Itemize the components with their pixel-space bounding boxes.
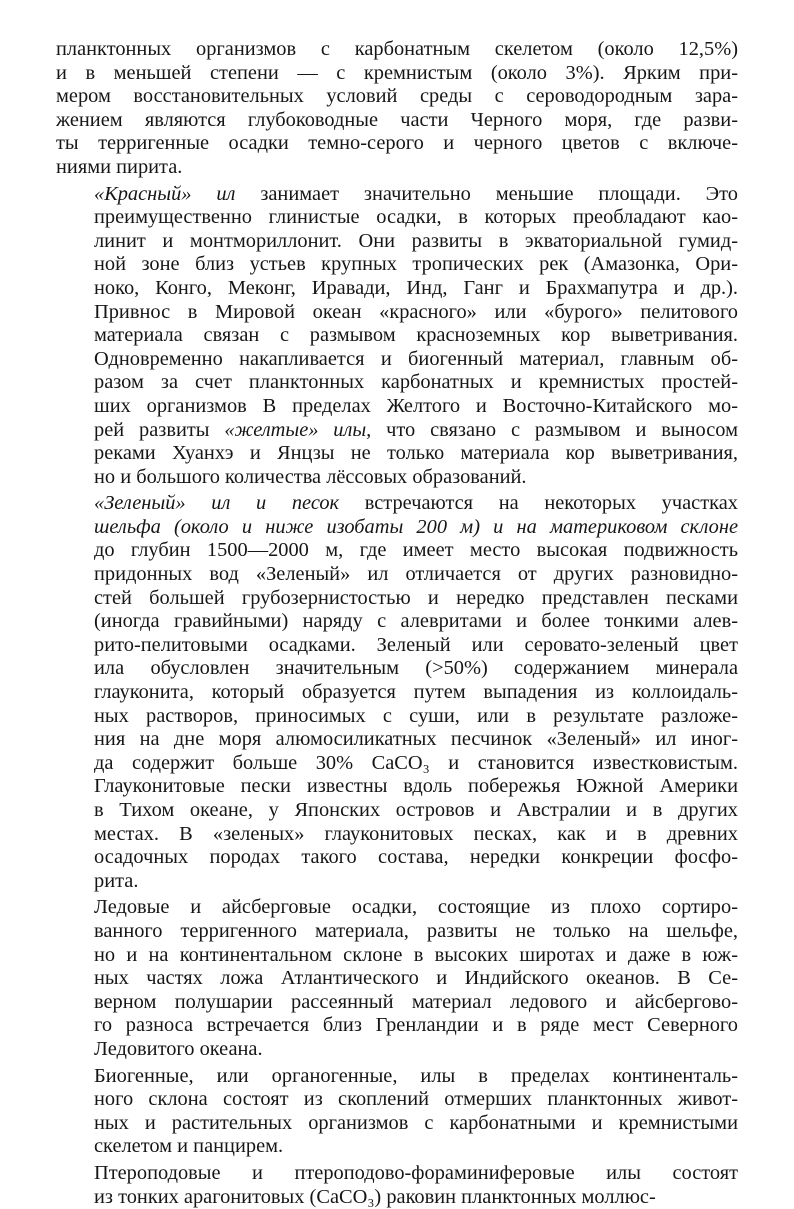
text-run: глауконита, который образуется путем выпадения из коллоидаль- (94, 681, 738, 703)
text-line (56, 371, 738, 395)
text-run: преимущественно глинистые осадки, в которых преобладают као- (94, 206, 738, 228)
text-line (56, 870, 738, 894)
paragraph (56, 183, 738, 490)
paragraph (56, 1065, 738, 1159)
italic-term: «желтые» илы, (224, 419, 371, 441)
text-run: ния на дне моря алюмосиликатных песчинок «Зеленый» ил иног- (94, 728, 738, 750)
text-line (56, 1135, 738, 1159)
text-line (56, 1014, 738, 1038)
text-run: и в меньшей степени — с кремнистым (около 3%). Ярким при- (56, 62, 738, 84)
text-run: до глубин 1500—2000 м, где имеет место высокая подвижность (94, 539, 738, 561)
text-run: ного склона состоят из скоплений отмерших планктонных живот- (94, 1088, 738, 1110)
text-line (56, 301, 738, 325)
text-run: разом за счет планктонных карбонатных и кремнистых простей- (94, 371, 738, 393)
paragraph (56, 1162, 738, 1209)
text-run: рито-пелитовыми осадками. Зеленый или серовато-зеленый цвет (94, 634, 738, 656)
text-line (56, 1065, 738, 1089)
text-line (56, 610, 738, 634)
text-line (56, 442, 738, 466)
text-run: но и большого количества лёссовых образований. (94, 466, 527, 488)
text-run: ноко, Конго, Меконг, Иравади, Инд, Ганг и Брахмапутра и др.). (94, 277, 738, 299)
text-line (56, 156, 738, 180)
text-run: да содержит больше 30% CaCO₃ и становится известковистым. (94, 752, 738, 774)
text-run: скелетом и панцирем. (94, 1135, 283, 1157)
text-line (56, 1186, 738, 1209)
text-run: ванного терригенного материала, развиты не только на шельфе, (94, 920, 738, 942)
text-line (56, 896, 738, 920)
text-line (56, 1162, 738, 1186)
text-line (56, 823, 738, 847)
text-line (56, 705, 738, 729)
text-run: планктонных организмов с карбонатным скелетом (около 12,5%) (56, 38, 738, 60)
text-line (56, 516, 738, 540)
paragraph (56, 492, 738, 893)
text-run: линит и монтмориллонит. Они развиты в экваториальной гумид- (94, 230, 738, 252)
text-run: ных и растительных организмов с карбонатными и кремнистыми (94, 1112, 738, 1134)
text-line (56, 944, 738, 968)
text-line (56, 85, 738, 109)
text-run: Глауконитовые пески известны вдоль побережья Южной Америки (94, 775, 738, 797)
text-line (56, 799, 738, 823)
paragraph (56, 38, 738, 180)
text-line (56, 1088, 738, 1112)
text-run: стей большей грубозернистостью и нередко представлен песками (94, 587, 738, 609)
text-run: Привнос в Мировой океан «красного» или «бурого» пелитового (94, 301, 738, 323)
text-line (56, 492, 738, 516)
text-run: Одновременно накапливается и биогенный материал, главным об- (94, 348, 738, 370)
text-run: ных растворов, приносимых с суши, или в результате разложе- (94, 705, 738, 727)
text-run: из тонких арагонитовых (CaCO₃) раковин планктонных моллюс- (94, 1186, 656, 1208)
text-run: осадочных породах такого состава, нередки конкреции фосфо- (94, 846, 738, 868)
text-run: Ледовые и айсберговые осадки, состоящие из плохо сортиро- (94, 896, 738, 918)
text-line (56, 109, 738, 133)
text-run: ших организмов В пределах Желтого и Восточно-Китайского мо- (94, 395, 738, 417)
text-line (56, 253, 738, 277)
text-line (56, 348, 738, 372)
text-line (56, 775, 738, 799)
text-run: реками Хуанхэ и Янцзы не только материала кор выветривания, (94, 442, 738, 464)
text-line (56, 657, 738, 681)
text-run: ты терригенные осадки темно-серого и черного цветов с включе- (56, 132, 738, 154)
text-line (56, 920, 738, 944)
text-line (56, 395, 738, 419)
text-run: Птероподовые и птероподово-фораминиферовые илы состоят (94, 1162, 738, 1184)
text-run: но и на континентальном склоне в высоких широтах и даже в юж- (94, 944, 738, 966)
text-line (56, 681, 738, 705)
text-run: встречаются на некоторых участках (339, 492, 738, 514)
italic-term: «Красный» ил (94, 183, 235, 205)
text-run: ной зоне близ устьев крупных тропических рек (Амазонка, Ори- (94, 253, 738, 275)
text-line (56, 991, 738, 1015)
text-run: го разноса встречается близ Гренландии и в ряде мест Северного (94, 1014, 738, 1036)
text-line (56, 728, 738, 752)
text-run: верном полушарии рассеянный материал ледового и айсбергово- (94, 991, 738, 1013)
text-run: ниями пирита. (56, 156, 182, 178)
text-line (56, 752, 738, 776)
text-line (56, 277, 738, 301)
text-line (56, 1112, 738, 1136)
text-run: (иногда гравийными) наряду с алевритами и более тонкими алев- (94, 610, 738, 632)
text-line (56, 563, 738, 587)
text-run: мером восстановительных условий среды с сероводородным зара- (56, 85, 738, 107)
text-line (56, 62, 738, 86)
text-line (56, 230, 738, 254)
text-line (56, 587, 738, 611)
text-line (56, 846, 738, 870)
text-run: ных частях ложа Атлантического и Индийского океанов. В Се- (94, 967, 738, 989)
text-run: Ледовитого океана. (94, 1038, 263, 1060)
text-run: Биогенные, или органогенные, илы в пределах континенталь- (94, 1065, 738, 1087)
text-line (56, 206, 738, 230)
paragraph (56, 896, 738, 1061)
text-run: занимает значительно меньшие площади. Это (235, 183, 738, 205)
text-line (56, 38, 738, 62)
italic-term: «Зеленый» ил и песок (94, 492, 339, 514)
text-run: в Тихом океане, у Японских островов и Австралии и в других (94, 799, 738, 821)
text-line (56, 967, 738, 991)
text-run: жением являются глубоководные части Черного моря, где разви- (56, 109, 738, 131)
text-run: придонных вод «Зеленый» ил отличается от других разновидно- (94, 563, 738, 585)
text-run: рита. (94, 870, 138, 892)
italic-term: шельфа (около и ниже изобаты 200 м) и на материковом склоне (94, 516, 738, 538)
text-line (56, 1038, 738, 1062)
text-run: ила обусловлен значительным (>50%) содержанием минерала (94, 657, 738, 679)
text-line (56, 132, 738, 156)
text-line (56, 466, 738, 490)
text-run: что связано с размывом и выносом (371, 419, 738, 441)
text-run: рей развиты (94, 419, 224, 441)
text-line (56, 324, 738, 348)
text-run: местах. В «зеленых» глауконитовых песках, как и в древних (94, 823, 738, 845)
text-line (56, 634, 738, 658)
text-line (56, 419, 738, 443)
text-line (56, 539, 738, 563)
text-run: материала связан с размывом красноземных кор выветривания. (94, 324, 738, 346)
text-line (56, 183, 738, 207)
